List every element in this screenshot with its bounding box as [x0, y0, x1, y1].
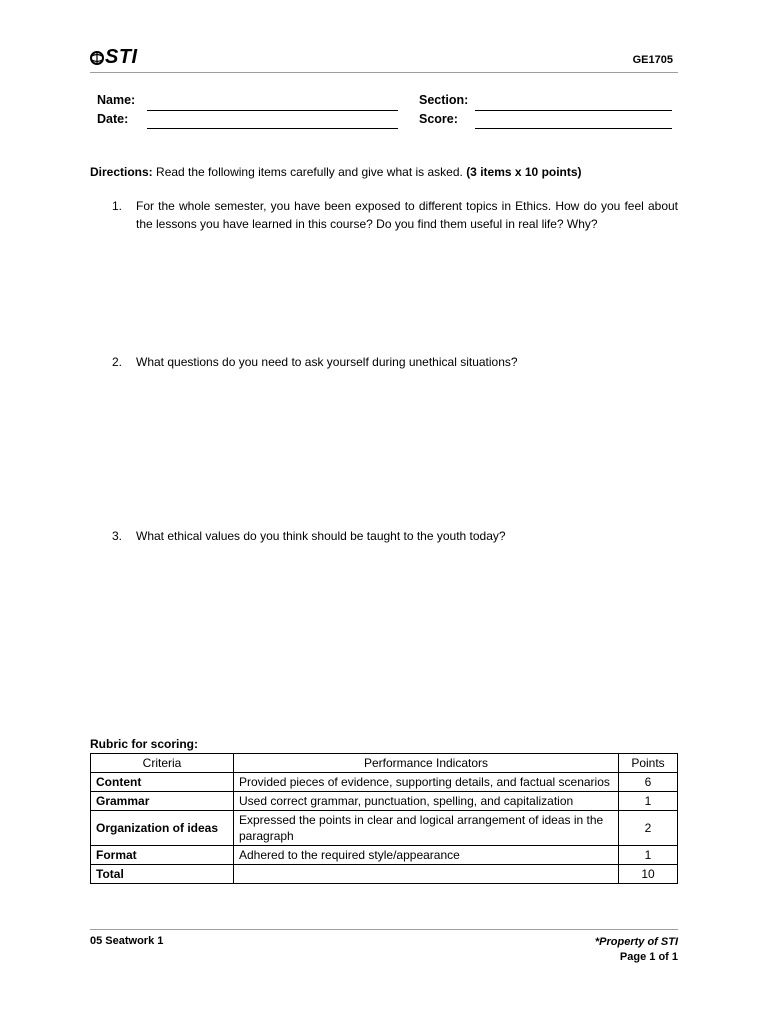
name-label: Name:	[97, 93, 136, 107]
section-field[interactable]	[475, 110, 672, 111]
indicator-cell: Provided pieces of evidence, supporting details, and factual scenarios	[234, 773, 619, 792]
header-points: Points	[619, 754, 678, 773]
points-cell: 10	[619, 865, 678, 884]
globe-icon	[90, 49, 104, 67]
points-cell: 6	[619, 773, 678, 792]
footer-page-number: Page 1 of 1	[619, 951, 678, 963]
score-field[interactable]	[475, 128, 672, 129]
sti-logo	[90, 46, 138, 69]
footer-right	[595, 935, 678, 965]
points-cell: 2	[619, 811, 678, 846]
rubric-title: Rubric for scoring:	[90, 737, 199, 751]
question-3	[112, 527, 678, 545]
question-number: 2.	[112, 355, 123, 369]
logo-text: STI	[105, 46, 138, 68]
score-label: Score:	[419, 112, 458, 126]
header-divider	[90, 72, 678, 73]
date-label: Date:	[97, 112, 129, 126]
indicator-cell: Adhered to the required style/appearance	[234, 846, 619, 865]
footer-seatwork: 05 Seatwork 1	[90, 935, 164, 947]
points-cell: 1	[619, 846, 678, 865]
table-row	[91, 773, 678, 792]
indicator-cell: Used correct grammar, punctuation, spelling, and capitalization	[234, 792, 619, 811]
table-row	[91, 811, 678, 846]
table-header-row	[91, 754, 678, 773]
criteria-cell: Organization of ideas	[91, 811, 234, 846]
criteria-cell: Format	[91, 846, 234, 865]
indicator-cell	[234, 865, 619, 884]
rubric-table	[90, 753, 678, 884]
directions-points: (3 items x 10 points)	[466, 165, 582, 179]
question-text: What questions do you need to ask yourself during unethical situations?	[136, 355, 518, 369]
footer-divider	[90, 929, 678, 930]
table-row	[91, 792, 678, 811]
indicator-cell: Expressed the points in clear and logical arrangement of ideas in the paragraph	[234, 811, 619, 846]
points-cell: 1	[619, 792, 678, 811]
course-code: GE1705	[632, 54, 673, 66]
criteria-cell: Total	[91, 865, 234, 884]
name-field[interactable]	[147, 110, 398, 111]
question-2	[112, 353, 678, 371]
directions	[90, 163, 678, 181]
question-text: What ethical values do you think should be taught to the youth today?	[136, 529, 506, 543]
table-row-total	[91, 865, 678, 884]
section-label: Section:	[419, 93, 469, 107]
footer-property: *Property of STI	[594, 936, 678, 948]
directions-label: Directions:	[90, 165, 153, 179]
criteria-cell: Content	[91, 773, 234, 792]
header-indicators: Performance Indicators	[234, 754, 619, 773]
table-row	[91, 846, 678, 865]
question-1	[112, 197, 678, 233]
header-criteria: Criteria	[91, 754, 234, 773]
directions-text: Read the following items carefully and give what is asked.	[152, 165, 467, 179]
question-text: For the whole semester, you have been exposed to different topics in Ethics. How do you feel about the lessons you have learned in this course? Do you find them useful in real life? Why?	[136, 199, 678, 231]
date-field[interactable]	[147, 128, 398, 129]
criteria-cell: Grammar	[91, 792, 234, 811]
question-number: 3.	[112, 529, 123, 543]
question-number: 1.	[112, 199, 123, 213]
